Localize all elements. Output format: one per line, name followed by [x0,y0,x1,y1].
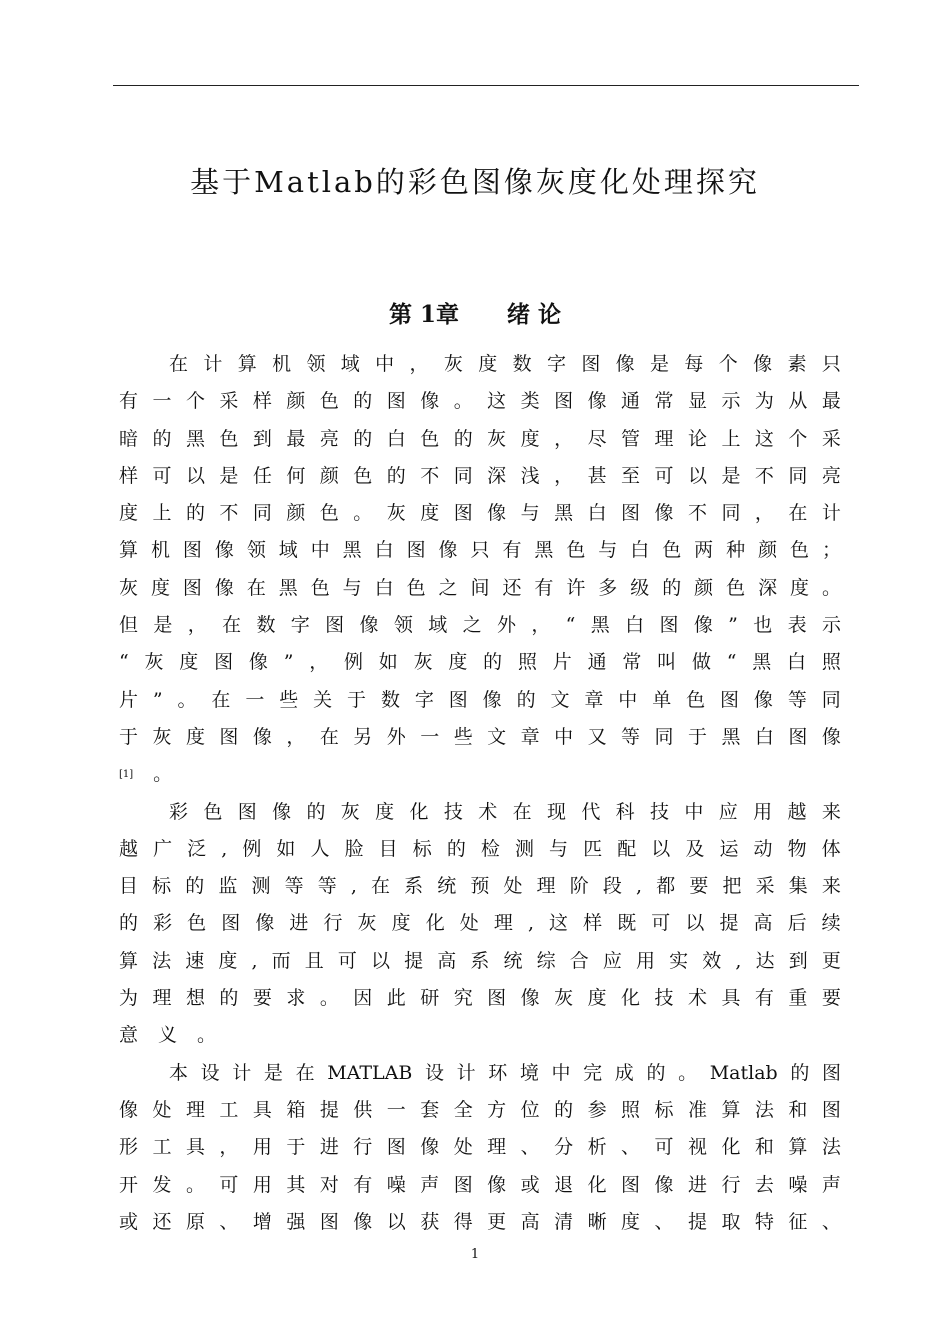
body-line: 样 可 以 是 任 何 颜 色 的 不 同 深 浅 ， 甚 至 可 以 是 不 同 亮 [119,464,841,487]
body-line: 或 还 原 、 增 强 图 像 以 获 得 更 高 清 晰 度 、 提 取 特 征 、 [119,1210,841,1233]
body-line: 灰 度 图 像 在 黑 色 与 白 色 之 间 还 有 许 多 级 的 颜 色 深 度 。 [119,576,841,599]
body-line: 但 是 ， 在 数 字 图 像 领 域 之 外 ， “ 黑 白 图 像 ” 也 表 示 [119,614,841,637]
body-text [119,346,841,1241]
document-title: 基于Matlab的彩色图像灰度化处理探究 [190,165,760,199]
body-line: 于 灰 度 图 像 ， 在 另 外 一 些 文 章 中 又 等 同 于 黑 白 图 像 [119,725,841,748]
body-line: 在 计 算 机 领 域 中 ， 灰 度 数 字 图 像 是 每 个 像 素 只 [169,353,841,375]
header-rule [113,85,859,86]
body-line: “ 灰 度 图 像 ” ， 例 如 灰 度 的 照 片 通 常 叫 做 “ 黑 白 照 [119,651,841,674]
body-line: 暗 的 黑 色 到 最 亮 的 白 色 的 灰 度 ， 尽 管 理 论 上 这 个 采 [119,427,841,450]
body-line: 目 标 的 监 测 等 等 , 在 系 统 预 处 理 阶 段 , 都 要 把 采 集 来 [119,875,841,898]
chapter-heading: 第 1章 绪 论 [388,301,562,328]
body-line: 度 上 的 不 同 颜 色 。 灰 度 图 像 与 黑 白 图 像 不 同 ， 在 计 [119,502,841,525]
page-number: 1 [470,1247,480,1262]
body-line: 有 一 个 采 样 颜 色 的 图 像 。 这 类 图 像 通 常 显 示 为 从 最 [119,390,841,413]
body-line: 本 设 计 是 在 MATLAB 设 计 环 境 中 完 成 的 。 Matlab 的 图 [169,1061,841,1084]
body-line: 意 义 。 [119,1024,217,1047]
body-line: 形 工 具 ， 用 于 进 行 图 像 处 理 、 分 析 、 可 视 化 和 算 法 [119,1136,841,1159]
body-line: 越 广 泛 , 例 如 人 脸 目 标 的 检 测 与 匹 配 以 及 运 动 物 体 [119,837,841,860]
body-line: [1] 。 [119,763,173,786]
body-line: 算 机 图 像 领 域 中 黑 白 图 像 只 有 黑 色 与 白 色 两 种 颜 色 ； [119,539,841,562]
body-line: 为 理 想 的 要 求 。 因 此 研 究 图 像 灰 度 化 技 术 具 有 重 要 [119,987,841,1010]
body-line: 片 ” 。 在 一 些 关 于 数 字 图 像 的 文 章 中 单 色 图 像 等 同 [119,688,841,711]
body-line: 彩 色 图 像 的 灰 度 化 技 术 在 现 代 科 技 中 应 用 越 来 [169,800,841,823]
body-line: 开 发 。 可 用 其 对 有 噪 声 图 像 或 退 化 图 像 进 行 去 噪 声 [119,1173,841,1196]
body-line: 像 处 理 工 具 箱 提 供 一 套 全 方 位 的 参 照 标 准 算 法 和 图 [119,1098,841,1121]
body-line: 算 法 速 度 , 而 且 可 以 提 高 系 统 综 合 应 用 实 效 , 达 到 更 [119,949,841,972]
body-line: 的 彩 色 图 像 进 行 灰 度 化 处 理 , 这 样 既 可 以 提 高 后 续 [119,912,841,935]
